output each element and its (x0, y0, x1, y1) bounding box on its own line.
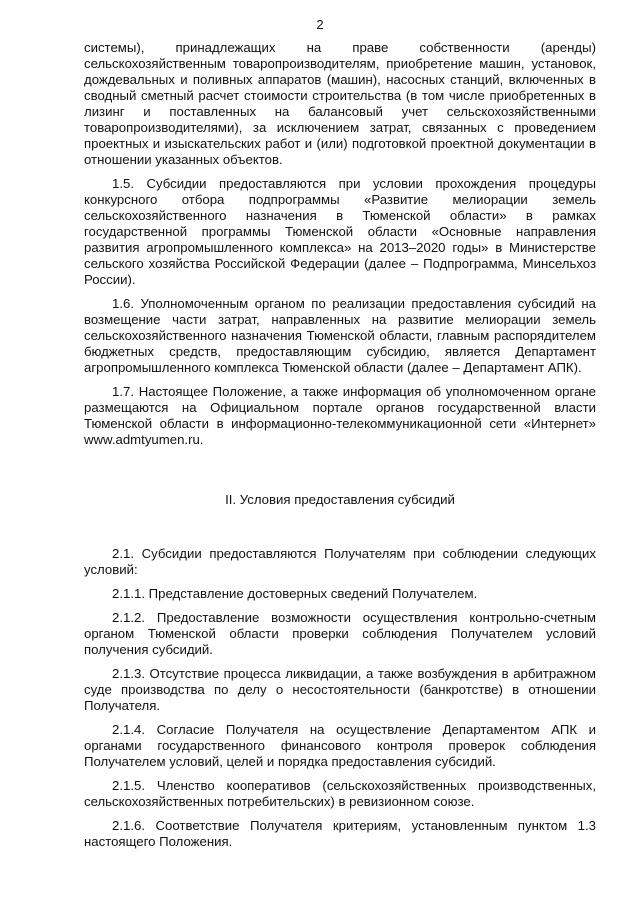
paragraph-2-1-2: 2.1.2. Предоставление возможности осуществления контрольно-счетным органом Тюменской области проверки соблюдения Получателем условий получения субсидий. (84, 610, 596, 657)
document-body (84, 40, 596, 850)
paragraph-2-1-3: 2.1.3. Отсутствие процесса ликвидации, а также возбуждения в арбитражном суде производства по делу о несостоятельности (банкротстве) в отношении Получателя. (84, 666, 596, 713)
paragraph-2-1-6: 2.1.6. Соответствие Получателя критериям, установленным пунктом 1.3 настоящего Положения. (84, 818, 596, 849)
page-number: 2 (316, 17, 324, 32)
paragraph-1-5: 1.5. Субсидии предоставляются при условии прохождения процедуры конкурсного отбора подпрограммы «Развитие мелиорации земель сельскохозяйственного назначения в Тюменской области» в рамках государственной программы Тюменской области «Основные направления развития агропромышленного комплекса» на 2013–2020 годы» в Министерстве сельского хозяйства Российской Федерации (далее – Подпрограмма, Минсельхоз России). (84, 176, 596, 287)
paragraph-2-1-4: 2.1.4. Согласие Получателя на осуществление Департаментом АПК и органами государственного финансового контроля проверок соблюдения Получателем условий, целей и порядка предоставления субсидий. (84, 722, 596, 769)
paragraph-1-7: 1.7. Настоящее Положение, а также информация об уполномоченном органе размещаются на Официальном портале органов государственной власти Тюменской области в информационно-телекоммуникационной сети «Интернет» www.admtyumen.ru. (84, 384, 596, 447)
continuation-paragraph: системы), принадлежащих на праве собственности (аренды) сельскохозяйственным товаропроизводителям, приобретение машин, установок, дождевальных и поливных аппаратов (машин), насосных станций, включенных в сводный сметный расчет стоимости строительства (в том числе приобретенных в лизинг и поставленных на балансовый учет сельскохозяйственными товаропроизводителями), за исключением затрат, связанных с проведением проектных и изыскательских работ и (или) подготовкой проектной документации в отношении указанных объектов. (84, 40, 596, 167)
paragraph-2-1: 2.1. Субсидии предоставляются Получателям при соблюдении следующих условий: (84, 546, 596, 577)
paragraph-2-1-1: 2.1.1. Представление достоверных сведений Получателем. (112, 586, 478, 601)
paragraph-1-6: 1.6. Уполномоченным органом по реализации предоставления субсидий на возмещение части затрат, направленных на развитие мелиорации земель сельскохозяйственного назначения Тюменской области, главным распорядителем бюджетных средств, предоставляющим субсидию, является Департамент агропромышленного комплекса Тюменской области (далее – Департамент АПК). (84, 296, 596, 375)
paragraph-2-1-5: 2.1.5. Членство кооперативов (сельскохозяйственных производственных, сельскохозяйственных потребительских) в ревизионном союзе. (84, 778, 596, 809)
section-heading: II. Условия предоставления субсидий (225, 492, 455, 507)
